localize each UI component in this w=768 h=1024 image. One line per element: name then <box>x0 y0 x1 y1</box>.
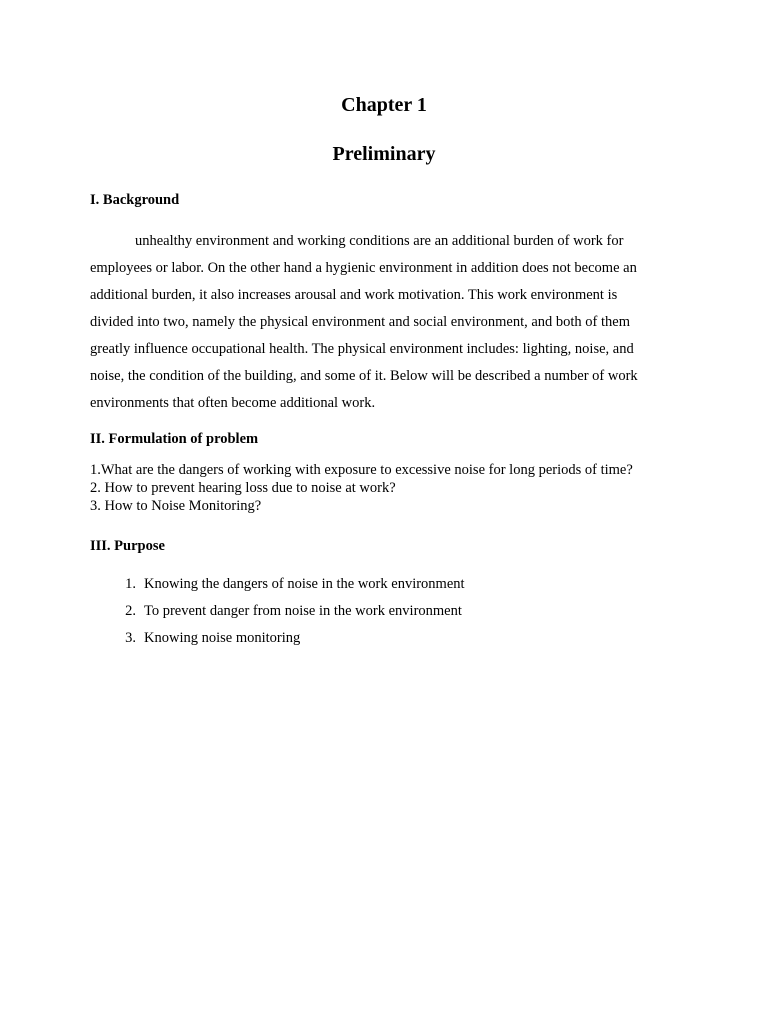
purpose-item-number: 1. <box>125 576 136 592</box>
section-heading-purpose: III. Purpose <box>90 538 165 554</box>
problem-list <box>90 461 690 515</box>
purpose-item-text: Knowing noise monitoring <box>144 630 301 646</box>
purpose-item <box>90 629 690 656</box>
background-paragraph: unhealthy environment and working conditions are an additional burden of work for employees or labor. On the other hand a hygienic environment in addition does not become an additional burden, it also increases arousal and work motivation. This work environment is divided into two, namely the physical environment and social environment, and both of them greatly influence occupational health. The physical environment includes: lighting, noise, and noise, the condition of the building, and some of it. Below will be described a number of work environments that often become additional work. <box>90 233 638 411</box>
purpose-list <box>90 575 690 656</box>
section-heading-background: I. Background <box>90 192 180 208</box>
problem-item: 1.What are the dangers of working with exposure to excessive noise for long periods of time? <box>90 462 633 478</box>
chapter-title: Chapter 1 <box>341 94 427 116</box>
purpose-item <box>90 575 690 602</box>
purpose-item <box>90 602 690 629</box>
problem-item: 3. How to Noise Monitoring? <box>90 498 262 514</box>
section-heading-problem: II. Formulation of problem <box>90 431 259 447</box>
purpose-item-number: 3. <box>125 630 136 646</box>
purpose-item-text: Knowing the dangers of noise in the work environment <box>144 576 465 592</box>
purpose-item-text: To prevent danger from noise in the work environment <box>144 603 462 619</box>
purpose-item-number: 2. <box>125 603 136 619</box>
chapter-subtitle: Preliminary <box>332 143 436 165</box>
problem-item: 2. How to prevent hearing loss due to noise at work? <box>90 480 396 496</box>
